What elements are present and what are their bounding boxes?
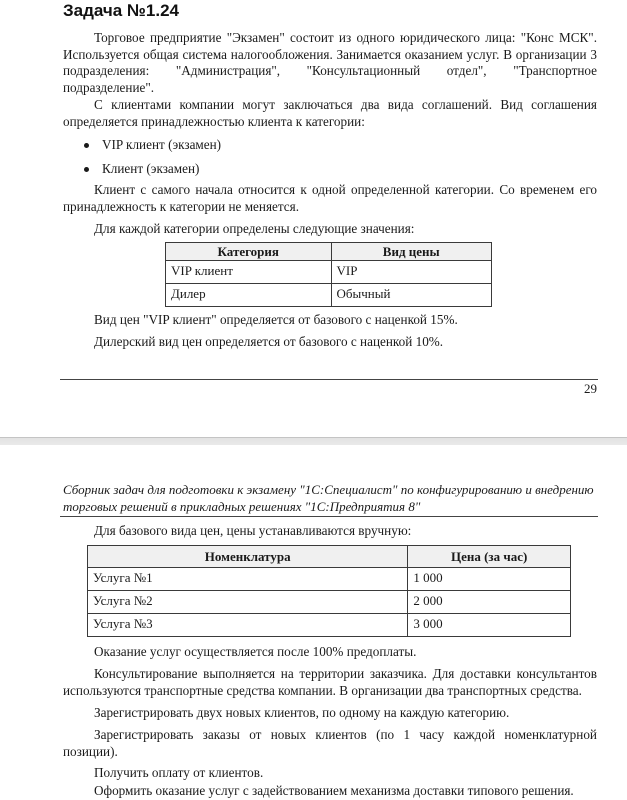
- service-delivery-paragraph: Оформить оказание услуг с задействованием механизма доставки типового решения.: [94, 783, 574, 798]
- bullet-list-item: [84, 137, 221, 154]
- price-type-cell: VIP: [331, 261, 492, 284]
- item-cell: Услуга №1: [88, 568, 408, 591]
- column-header-price-type: Вид цены: [331, 243, 492, 261]
- bullet-icon: [84, 167, 89, 172]
- category-paragraph: Клиент с самого начала относится к одной определенной категории. Со временем его принадлежность к категории не меняется.: [63, 182, 597, 214]
- prepayment-paragraph: Оказание услуг осуществляется после 100% предоплаты.: [94, 644, 417, 659]
- running-header: Сборник задач для подготовки к экзамену "1С:Специалист" по конфигурированию и внедрению торговых решений в прикладных решениях "1С:Предприятия 8": [63, 482, 594, 514]
- table-row: [88, 614, 571, 637]
- price-cell: 2 000: [408, 591, 571, 614]
- dealer-price-note: Дилерский вид цен определяется от базового с наценкой 10%.: [94, 334, 444, 349]
- category-cell: VIP клиент: [166, 261, 332, 284]
- table-intro-text: Для каждой категории определены следующие значения:: [94, 221, 415, 236]
- vip-price-note: Вид цен "VIP клиент" определяется от базового с наценкой 15%.: [94, 312, 458, 327]
- agreements-paragraph: С клиентами компании могут заключаться два вида соглашений. Вид соглашения определяется принадлежностью клиента к категории:: [63, 97, 597, 129]
- register-clients-paragraph: Зарегистрировать двух новых клиентов, по одному на каждую категорию.: [94, 705, 510, 720]
- table-row: [88, 591, 571, 614]
- price-type-cell: Обычный: [331, 284, 492, 307]
- price-cell: 1 000: [408, 568, 571, 591]
- price-intro-text: Для базового вида цен, цены устанавливаются вручную:: [94, 523, 412, 538]
- table-row: [88, 568, 571, 591]
- bullet-text: Клиент (экзамен): [102, 161, 200, 176]
- page-number: 29: [584, 381, 597, 396]
- intro-paragraph: Торговое предприятие "Экзамен" состоит из одного юридического лица: "Конс МСК". Используется общая система налогообложения. Занимается оказанием услуг. В организации 3 подразделения: "Администрация", "Консультационный отдел", "Транспортное подразделение".: [63, 30, 597, 95]
- category-cell: Дилер: [166, 284, 332, 307]
- page-separator: [0, 437, 627, 445]
- footer-divider: [60, 379, 598, 380]
- base-price-table: [87, 545, 571, 637]
- item-cell: Услуга №3: [88, 614, 408, 637]
- column-header-item: Номенклатура: [88, 546, 408, 568]
- table-row: [166, 261, 492, 284]
- table-header-row: [88, 546, 571, 568]
- column-header-price: Цена (за час): [408, 546, 571, 568]
- price-cell: 3 000: [408, 614, 571, 637]
- bullet-list-item: [84, 161, 199, 178]
- bullet-icon: [84, 143, 89, 148]
- item-cell: Услуга №2: [88, 591, 408, 614]
- bullet-text: VIP клиент (экзамен): [102, 137, 222, 152]
- consulting-paragraph: Консультирование выполняется на территории заказчика. Для доставки консультантов используются транспортные средства компании. В организации два транспортных средства.: [63, 666, 597, 698]
- receive-payment-paragraph: Получить оплату от клиентов.: [94, 765, 264, 780]
- column-header-category: Категория: [166, 243, 332, 261]
- task-title: Задача №1.24: [63, 1, 180, 20]
- table-header-row: [166, 243, 492, 261]
- header-divider: [60, 516, 598, 517]
- register-orders-paragraph: Зарегистрировать заказы от новых клиентов (по 1 часу каждой номенклатурной позиции).: [63, 727, 597, 759]
- category-price-table: [165, 242, 492, 307]
- table-row: [166, 284, 492, 307]
